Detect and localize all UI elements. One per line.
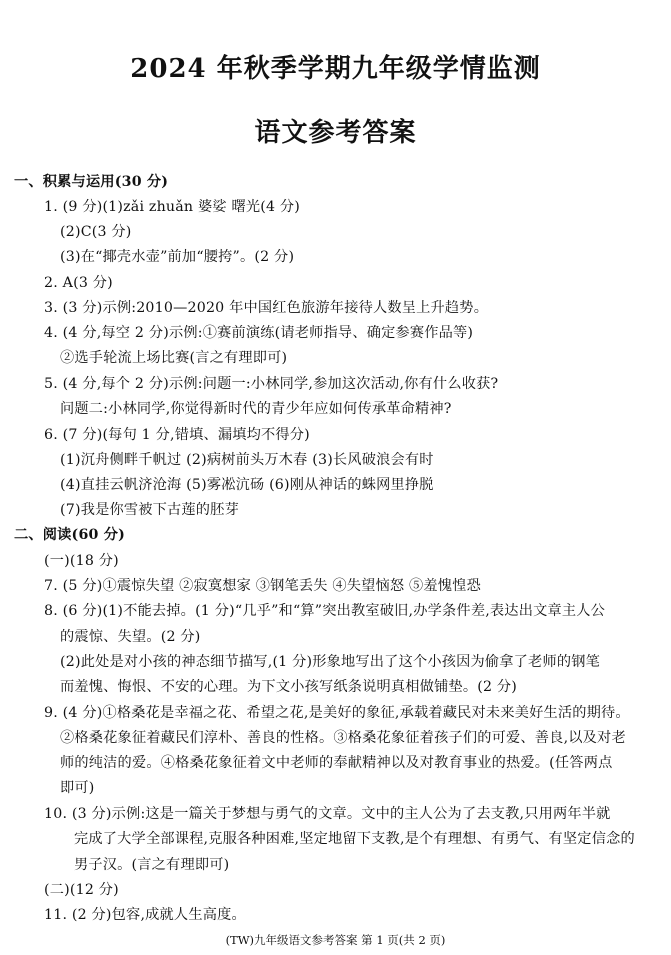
answer-line: 完成了大学全部课程,克服各种困难,坚定地留下支教,是个有理想、有勇气、有坚定信念的 <box>74 831 635 847</box>
answer-line: 师的纯洁的爱。④格桑花象征着文中老师的奉献精神以及对教育事业的热爱。(任答两点 <box>60 755 613 771</box>
answer-line: (3)在“揶壳水壶”前加“腰挎”。(2 分) <box>60 249 295 265</box>
answer-line: 11. (2 分)包容,成就人生高度。 <box>44 907 246 923</box>
answer-line: 的震惊、失望。(2 分) <box>60 629 201 645</box>
answer-line: 3. (3 分)示例:2010—2020 年中国红色旅游年接待人数呈上升趋势。 <box>44 300 489 316</box>
answer-line: (二)(12 分) <box>44 882 119 898</box>
answer-line: 7. (5 分)①震惊失望 ②寂寞想家 ③钢笔丢失 ④失望恼怒 ⑤羞愧惶恐 <box>44 578 481 594</box>
answer-line: (2)C(3 分) <box>60 224 132 240</box>
answer-line: 1. (9 分)(1)zǎi zhuǎn 婆娑 曙光(4 分) <box>44 199 301 215</box>
answer-line: 6. (7 分)(每句 1 分,错填、漏填均不得分) <box>44 427 310 443</box>
answer-line: 10. (3 分)示例:这是一篇关于梦想与勇气的文章。文中的主人公为了去支教,只用两年半就 <box>44 806 611 822</box>
answer-line: (7)我是你雪被下古莲的胚芽 <box>60 502 239 518</box>
answer-line: (2)此处是对小孩的神态细节描写,(1 分)形象地写出了这个小孩因为偷拿了老师的钢笔 <box>60 654 600 670</box>
answer-line: 即可) <box>60 780 95 796</box>
page-title: 2024 年秋季学期九年级学情监测 <box>130 54 541 84</box>
section-heading-accumulation: 一、积累与运用(30 分) <box>14 174 169 190</box>
answer-line: (4)直挂云帆济沧海 (5)雾凇沆砀 (6)刚从神话的蛛网里挣脱 <box>60 477 434 493</box>
page-footer: (TW)九年级语文参考答案 第 1 页(共 2 页) <box>225 933 446 947</box>
answer-line: 5. (4 分,每个 2 分)示例:问题一:小林同学,参加这次活动,你有什么收获? <box>44 376 499 392</box>
answer-line: 2. A(3 分) <box>44 275 113 291</box>
section-heading-reading: 二、阅读(60 分) <box>14 527 126 543</box>
answer-line: ②格桑花象征着藏民们淳朴、善良的性格。③格桑花象征着孩子们的可爱、善良,以及对老 <box>60 730 626 746</box>
answer-line: ②选手轮流上场比赛(言之有理即可) <box>60 350 288 366</box>
answer-line: 9. (4 分)①格桑花是幸福之花、希望之花,是美好的象征,承载着藏民对未来美好生活的期待。 <box>44 705 630 721</box>
answer-line: (一)(18 分) <box>44 553 119 569</box>
answer-line: (1)沉舟侧畔千帆过 (2)病树前头万木春 (3)长风破浪会有时 <box>60 452 434 468</box>
answer-line: 问题二:小林同学,你觉得新时代的青少年应如何传承革命精神? <box>60 401 452 417</box>
page-subtitle: 语文参考答案 <box>254 118 417 148</box>
answer-line: 8. (6 分)(1)不能去掉。(1 分)“几乎”和“算”突出教室破旧,办学条件差,表达出文章主人公 <box>44 603 606 619</box>
answer-line: 男子汉。(言之有理即可) <box>74 857 230 873</box>
answer-line: 而羞愧、悔恨、不安的心理。为下文小孩写纸条说明真相做铺垫。(2 分) <box>60 679 518 695</box>
answer-line: 4. (4 分,每空 2 分)示例:①赛前演练(请老师指导、确定参赛作品等) <box>44 325 474 341</box>
